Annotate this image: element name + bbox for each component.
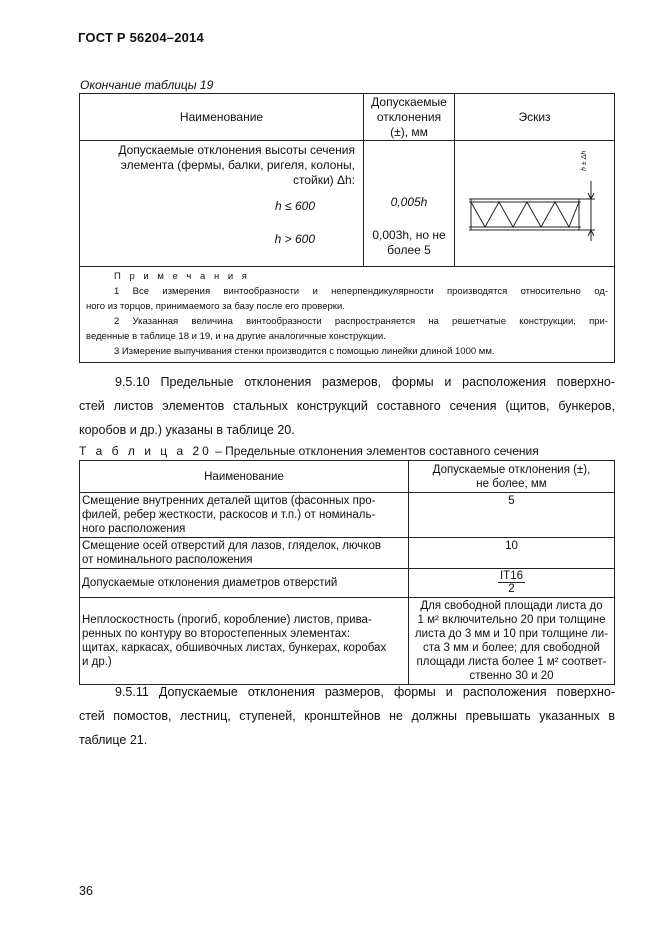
paragraph-9-5-10: 9.5.10 Предельные отклонения размеров, формы и расположения поверхно- стей листов элементов стальных конструкций составного сечения (щитов, бункеров, коробов и др.) указаны в таблице 20.: [79, 375, 615, 437]
table-row: Неплоскостность (прогиб, коробление) листов, прива- ренных по контуру во второстепенных элементах: щитах, каркасах, обшивочных листах, бункерах, коробах и др.) Для свободной площади листа до 1 м² включительно 20 при толщине листа до 3 мм и 10 при толщине ли- ста 3 мм и более; для свободной площади листа более 1 м² соответ- ственно 30 и 20: [80, 598, 615, 685]
table-19: [79, 93, 615, 363]
table20-header-deviation: Допускаемые отклонения (±), не более, мм: [409, 461, 615, 493]
condition-2: h > 600: [274, 232, 315, 246]
table19-caption: Окончание таблицы 19: [80, 78, 214, 92]
table19-notes: П р и м е ч а н и я 1 Все измерения винтообразности и неперпендикулярности производятся относительно од- ного из торцов, принимаемого за базу после его проверки. 2 Указанная величина винтообразности распространяется на решетчатые конструкции, при- веденные в таблице 18 и 19, и на другие аналогичные конструкции. 3 Измерение выпучивания стенки производится с помощью линейки длиной 1000 мм.: [80, 267, 615, 363]
value-1: 0,005h: [390, 195, 428, 209]
document-code: ГОСТ Р 56204–2014: [78, 30, 204, 45]
table19-header-name: Наименование: [80, 94, 364, 141]
table20-caption: Т а б л и ц а 20 – Предельные отклонения элементов составного сечения: [79, 444, 539, 458]
table-20: [79, 460, 615, 685]
page-number: 36: [79, 884, 93, 898]
table19-item-cell: Допускаемые отклонения высоты сечения элемента (фермы, балки, ригеля, колоны, стойки) Δh: h ≤ 600 h > 600: [80, 141, 364, 267]
notes-title: П р и м е ч а н и я: [114, 271, 250, 282]
condition-1: h ≤ 600: [275, 199, 315, 213]
sketch-dimension-label: h ± Δh: [581, 150, 588, 171]
value-2: 0,003h, но не более 5: [372, 228, 446, 257]
table19-sketch-cell: [455, 141, 615, 267]
table19-header-sketch: Эскиз: [455, 94, 615, 141]
table-row: Смещение осей отверстий для лазов, гляделок, лючков от номинального расположения 10: [80, 538, 615, 569]
fraction: $\frac{IT16}{2}$: [499, 570, 523, 595]
table19-header-deviation: Допускаемые отклонения (±), мм: [364, 94, 455, 141]
table20-header-name: Наименование: [80, 461, 409, 493]
paragraph-9-5-11: 9.5.11 Допускаемые отклонения размеров, формы и расположения поверхно- стей помостов, лестниц, ступеней, кронштейнов не должны превышать указанных в таблице 21.: [79, 685, 615, 747]
table-row: Смещение внутренних деталей щитов (фасонных про- филей, ребер жесткости, раскосов и т.п.) от номиналь- ного расположения 5: [80, 493, 615, 538]
table19-values-cell: [364, 141, 455, 267]
table-row: Допускаемые отклонения диаметров отверстий $\frac{IT16}{2}$: [80, 569, 615, 598]
